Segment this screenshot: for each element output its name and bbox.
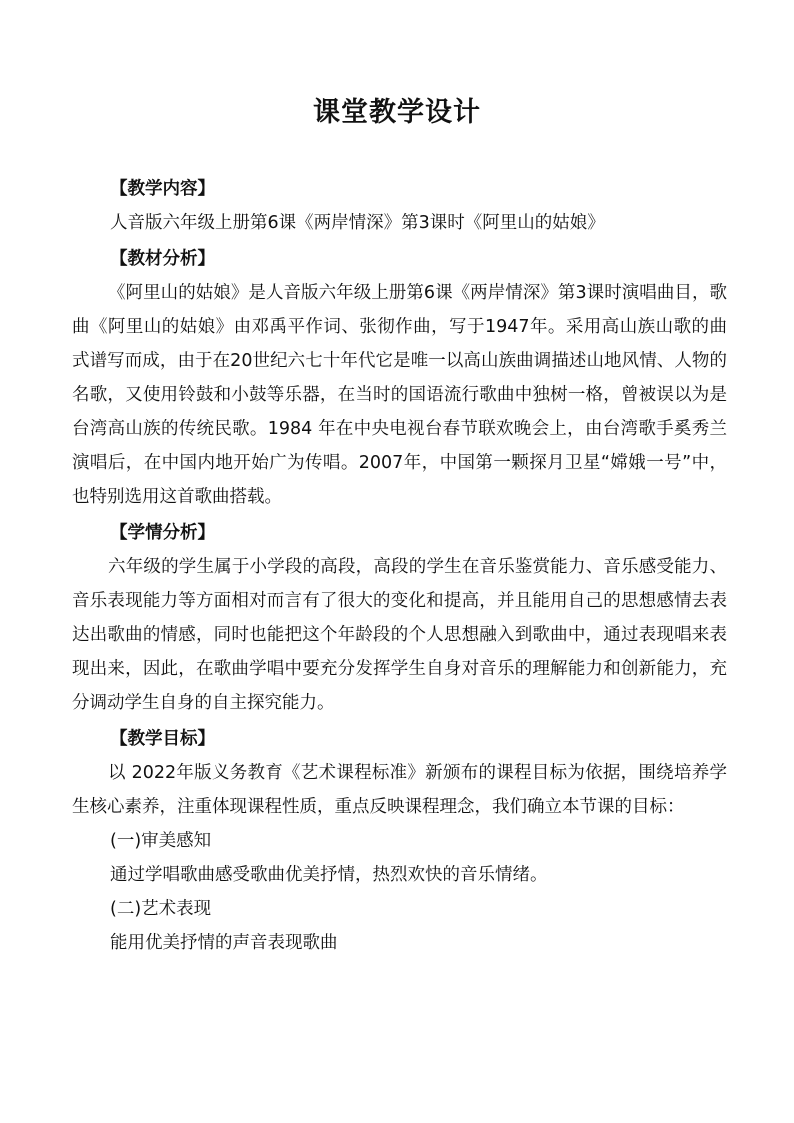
page-title: 课堂教学设计	[313, 97, 481, 128]
material-paragraph: 《阿里山的姑娘》是人音版六年级上册第6课《两岸情深》第3课时演唱曲目，歌曲《阿里山的姑娘》由邓禹平作词、张彻作曲，写于1947年。采用高山族山歌的曲式谱写而成，由于在20世纪六七十年代它是唯一以高山族曲调描述山地风情、人物的名歌，又使用铃鼓和小鼓等乐器，在当时的国语流行歌曲中独树一格，曾被误以为是台湾高山族的传统民歌。1984 年在中央电视台春节联欢晚会上，由台湾歌手奚秀兰演唱后，在中国内地开始广为传唱。2007年，中国第一颗探月卫星“嫦娥一号”中，也特别选用这首歌曲搭载。	[72, 283, 727, 507]
section-heading-goals: 【教学目标】	[110, 729, 215, 749]
goal-item-text: 能用优美抒情的声音表现歌曲	[110, 933, 338, 953]
content-text: 人音版六年级上册第6课《两岸情深》第3课时《阿里山的姑娘》	[110, 213, 605, 233]
section-heading-students: 【学情分析】	[110, 523, 215, 543]
goals-paragraph: 以 2022年版义务教育《艺术课程标准》新颁布的课程目标为依据，围绕培养学生核心素养，注重体现课程性质，重点反映课程理念，我们确立本节课的目标：	[72, 763, 727, 817]
students-paragraph: 六年级的学生属于小学段的高段，高段的学生在音乐鉴赏能力、音乐感受能力、音乐表现能力等方面相对而言有了很大的变化和提高，并且能用自己的思想感情去表达出歌曲的情感，同时也能把这个年龄段的个人思想融入到歌曲中，通过表现唱来表现出来，因此，在歌曲学唱中要充分发挥学生自身对音乐的理解能力和创新能力，充分调动学生自身的自主探究能力。	[72, 557, 727, 713]
goal-item-label: (二)艺术表现	[110, 899, 212, 919]
section-heading-material: 【教材分析】	[110, 249, 215, 269]
goal-item-text: 通过学唱歌曲感受歌曲优美抒情，热烈欢快的音乐情绪。	[110, 865, 548, 885]
section-heading-content: 【教学内容】	[110, 179, 215, 199]
goal-item-label: (一)审美感知	[110, 831, 212, 851]
document-body	[72, 170, 727, 960]
